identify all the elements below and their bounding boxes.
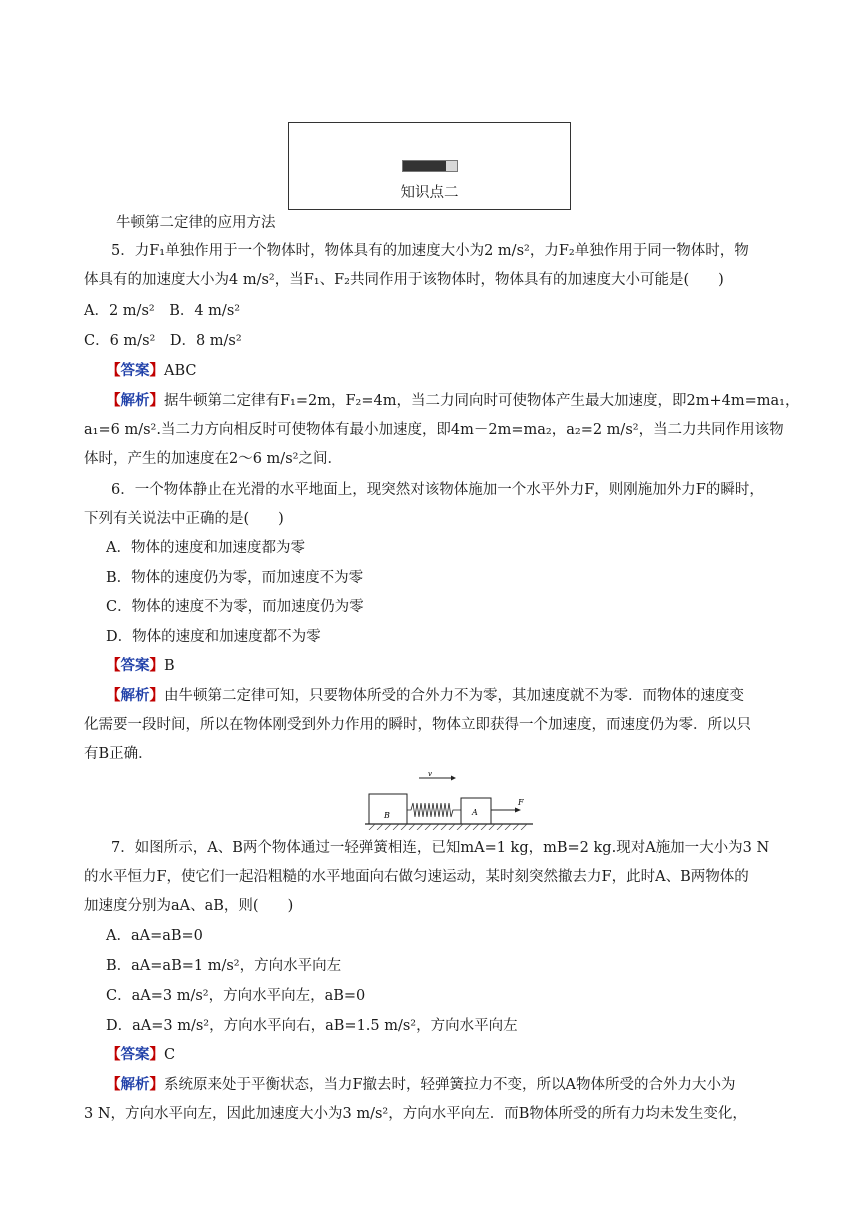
- q6-option-d: D．物体的速度和加速度都不为零: [106, 629, 321, 645]
- spring: [407, 803, 461, 817]
- answer-tag: 答案: [120, 362, 150, 379]
- q7-option-a: A．aA=aB=0: [106, 928, 203, 944]
- q7-analysis-line-1: 【解析】系统原来处于平衡状态，当力F撤去时，轻弹簧拉力不变，所以A物体所受的合外力大小为: [106, 1076, 736, 1093]
- q7-stem-line-1: 7．如图所示，A、B两个物体通过一轻弹簧相连，已知mA=1 kg，mB=2 kg.现对A施加一大小为3 N: [111, 840, 770, 856]
- q7-analysis-line-2: 3 N，方向水平向左，因此加速度大小为3 m/s²，方向水平向左．而B物体所受的所有力均未发生变化，: [84, 1106, 747, 1122]
- block-a-label: A: [472, 808, 478, 817]
- q7-answer-value: C: [164, 1047, 176, 1063]
- analysis-tag: 解析: [120, 392, 150, 409]
- force-label: F: [518, 798, 524, 807]
- q5-analysis-line-1: 【解析】据牛顿第二定律有F₁=2m，F₂=4m，当二力同向时可使物体产生最大加速度，即2m+4m=ma₁，: [106, 392, 800, 409]
- block-b-label: B: [384, 811, 390, 820]
- section-subtitle: 牛顿第二定律的应用方法: [116, 215, 276, 231]
- q7-stem-line-3: 加速度分别为aA、aB，则( ): [84, 898, 294, 914]
- q6-stem-line-1: 6．一个物体静止在光滑的水平地面上，现突然对该物体施加一个水平外力F，则刚施加外力F的瞬时，: [111, 482, 764, 498]
- q6-analysis-line-3: 有B正确．: [84, 746, 153, 762]
- q6-stem-line-2: 下列有关说法中正确的是( ): [84, 511, 284, 527]
- q7-option-c: C．aA=3 m/s²，方向水平向左，aB=0: [106, 988, 366, 1004]
- q6-analysis-line-2: 化需要一段时间，所以在物体刚受到外力作用的瞬时，物体立即获得一个加速度，而速度仍为零．所以只: [84, 717, 751, 733]
- q7-answer: 【答案】C: [106, 1046, 176, 1063]
- q5-analysis-line-3: 体时，产生的加速度在2～6 m/s²之间．: [84, 451, 342, 467]
- q6-answer-value: B: [164, 658, 175, 674]
- q6-option-c: C．物体的速度不为零，而加速度仍为零: [106, 599, 364, 615]
- q5-options-ab: A．2 m/s² B．4 m/s²: [84, 303, 241, 319]
- q6-option-b: B．物体的速度仍为零，而加速度不为零: [106, 570, 364, 586]
- knowledge-point-box: [288, 122, 571, 210]
- section-progress-bar: [402, 160, 458, 172]
- q7-stem-line-2: 的水平恒力F，使它们一起沿粗糙的水平地面向右做匀速运动，某时刻突然撤去力F，此时A、B两物体的: [84, 869, 749, 885]
- q5-answer: 【答案】ABC: [106, 362, 197, 379]
- ground-hatching: [369, 824, 527, 830]
- velocity-label: v: [428, 772, 432, 778]
- q6-answer: 【答案】B: [106, 657, 175, 674]
- q5-stem-line-2: 体具有的加速度大小为4 m/s²，当F₁、F₂共同作用于该物体时，物体具有的加速度大小可能是( ): [84, 272, 724, 288]
- q5-stem-line-1: 5．力F₁单独作用于一个物体时，物体具有的加速度大小为2 m/s²，力F₂单独作用于同一物体时，物: [111, 243, 749, 259]
- q7-option-b: B．aA=aB=1 m/s²，方向水平向左: [106, 958, 342, 974]
- q5-analysis-line-2: a₁=6 m/s².当二力方向相反时可使物体有最小加速度，即4m－2m=ma₂，a₂=2 m/s²，当二力共同作用该物: [84, 422, 784, 438]
- q5-options-cd: C．6 m/s² D．8 m/s²: [84, 333, 242, 349]
- q6-option-a: A．物体的速度和加速度都为零: [106, 540, 305, 556]
- q6-analysis-line-1: 【解析】由牛顿第二定律可知，只要物体所受的合外力不为零，其加速度就不为零．而物体的速度变: [106, 687, 744, 704]
- q5-answer-value: ABC: [164, 363, 197, 379]
- progress-fill: [403, 161, 446, 171]
- spring-blocks-figure: [365, 772, 535, 830]
- knowledge-point-label: 知识点二: [400, 185, 459, 201]
- q7-option-d: D．aA=3 m/s²，方向水平向右，aB=1.5 m/s²，方向水平向左: [106, 1018, 518, 1034]
